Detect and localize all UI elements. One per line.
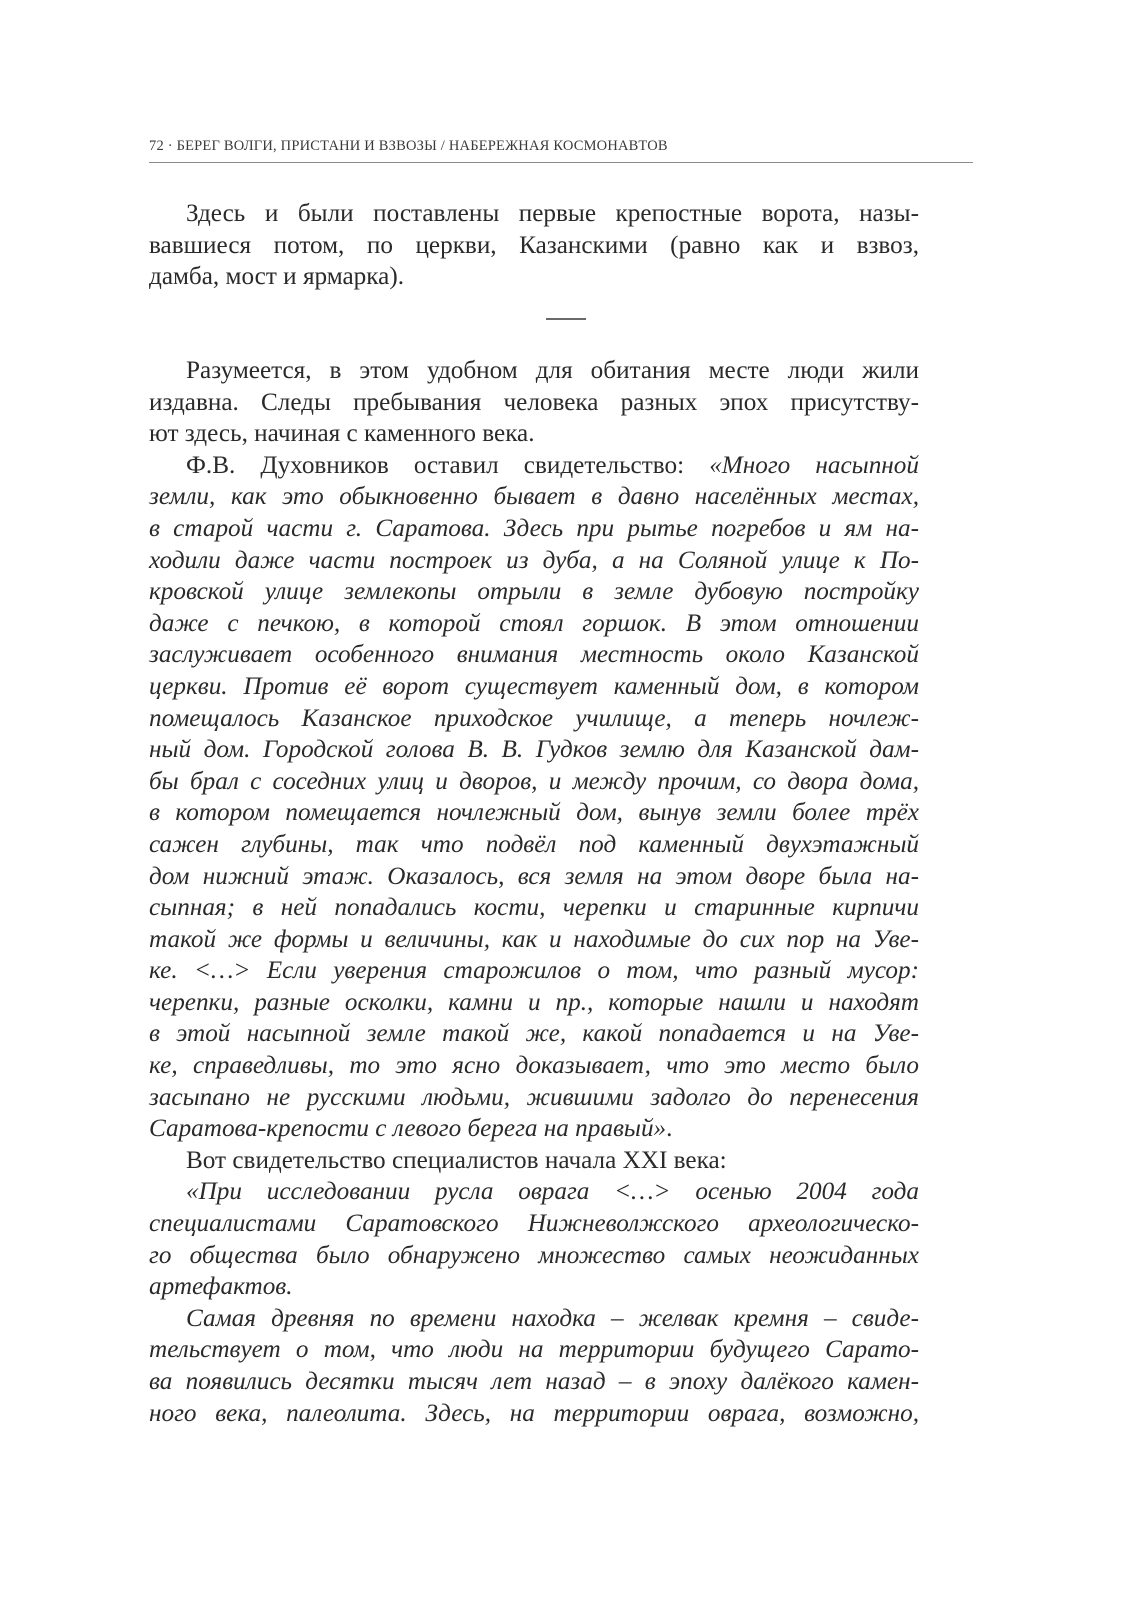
text-line-mixed	[149, 450, 919, 482]
quote-line: го общества было обнаружено множество самых неожиданных	[149, 1241, 919, 1269]
quote-end: Саратова-крепости с левого берега на правый»	[149, 1115, 667, 1143]
section-ancient-settlement	[149, 355, 919, 1429]
quote-line: ва появились десятки тысяч лет назад – в эпоху далёкого камен-	[149, 1368, 919, 1395]
quote-line: ке, справедливы, то это ясно доказывает, что это место было	[149, 1052, 919, 1080]
quote-line: даже с печкою, в которой стоял горшок. В этом отношении	[149, 609, 919, 637]
quote-line: «При исследовании русла оврага <…> осенью 2004 года	[186, 1178, 919, 1206]
quote-line: специалистами Саратовского Нижневолжского археологическо-	[149, 1210, 919, 1238]
text-line: вавшиеся потом, по церкви, Казанскими (равно как и взвоз,	[149, 231, 919, 259]
quote-end-period: .	[666, 1115, 673, 1143]
quote-line: в этой насыпной земле такой же, какой попадается и на Уве-	[149, 1020, 919, 1048]
quote-line: церкви. Против её ворот существует каменный дом, в котором	[149, 672, 919, 700]
quote-line: артефактов.	[149, 1273, 293, 1301]
quote-line: черепки, разные осколки, камни и пр., которые нашли и находят	[149, 988, 919, 1016]
quote-line: ный дом. Городской голова В. В. Гудков землю для Казанской дам-	[149, 736, 919, 764]
text-line: издавна. Следы пребывания человека разных эпох присутству-	[149, 388, 919, 416]
quote-line: земли, как это обыкновенно бывает в давно населённых местах,	[149, 483, 919, 511]
text-line: Разумеется, в этом удобном для обитания месте люди жили	[186, 357, 919, 384]
quote-line: Самая древняя по времени находка – желвак кремня – свиде-	[186, 1304, 919, 1332]
running-head: 72 · БЕРЕГ ВОЛГИ, ПРИСТАНИ И ВЗВОЗЫ / НАБЕРЕЖНАЯ КОСМОНАВТОВ	[149, 138, 668, 154]
quote-line: помещалось Казанское приходское училище, а теперь ночлеж-	[149, 704, 919, 732]
text-line: Здесь и были поставлены первые крепостные ворота, назы-	[186, 200, 919, 227]
quote-line: такой же формы и величины, как и находимые до сих пор на Уве-	[149, 925, 919, 953]
quote-line: ке. <…> Если уверения старожилов о том, что разный мусор:	[149, 957, 919, 985]
section-separator	[546, 318, 586, 320]
quote-line: ходили даже части построек из дуба, а на Соляной улице к По-	[149, 546, 919, 574]
quote-line: кровской улице землекопы отрыли в земле дубовую постройку	[149, 578, 919, 606]
text-line: Вот свидетельство специалистов начала XXI века:	[186, 1146, 727, 1174]
quote-line: тельствует о том, что люди на территории будущего Сарато-	[149, 1336, 919, 1364]
text-line: ют здесь, начиная с каменного века.	[149, 420, 535, 448]
quote-line: заслуживает особенного внимания местность около Казанской	[149, 641, 919, 669]
header-rule	[149, 162, 973, 163]
quote-attribution: Ф.В. Духовников оставил свидетельство:	[186, 451, 710, 479]
quote-line: бы брал с соседних улиц и дворов, и между прочим, со двора дома,	[149, 767, 919, 795]
quote-start: «Много насыпной	[709, 451, 919, 479]
quote-line: сажен глубины, так что подвёл под каменный двухэтажный	[149, 830, 919, 858]
quote-line: в котором помещается ночлежный дом, вынув земли более трёх	[149, 799, 919, 827]
paragraph-fortress-gates	[149, 198, 919, 293]
quote-line: в старой части г. Саратова. Здесь при рытье погребов и ям на-	[149, 514, 919, 542]
quote-line: засыпано не русскими людьми, жившими задолго до перенесения	[149, 1083, 919, 1111]
text-line: дамба, мост и ярмарка).	[149, 263, 404, 291]
quote-line: сыпная; в ней попадались кости, черепки и старинные кирпичи	[149, 894, 919, 922]
quote-line: дом нижний этаж. Оказалось, вся земля на этом дворе была на-	[149, 862, 919, 890]
quote-end-line	[149, 1113, 919, 1145]
quote-line: ного века, палеолита. Здесь, на территории оврага, возможно,	[149, 1399, 919, 1427]
